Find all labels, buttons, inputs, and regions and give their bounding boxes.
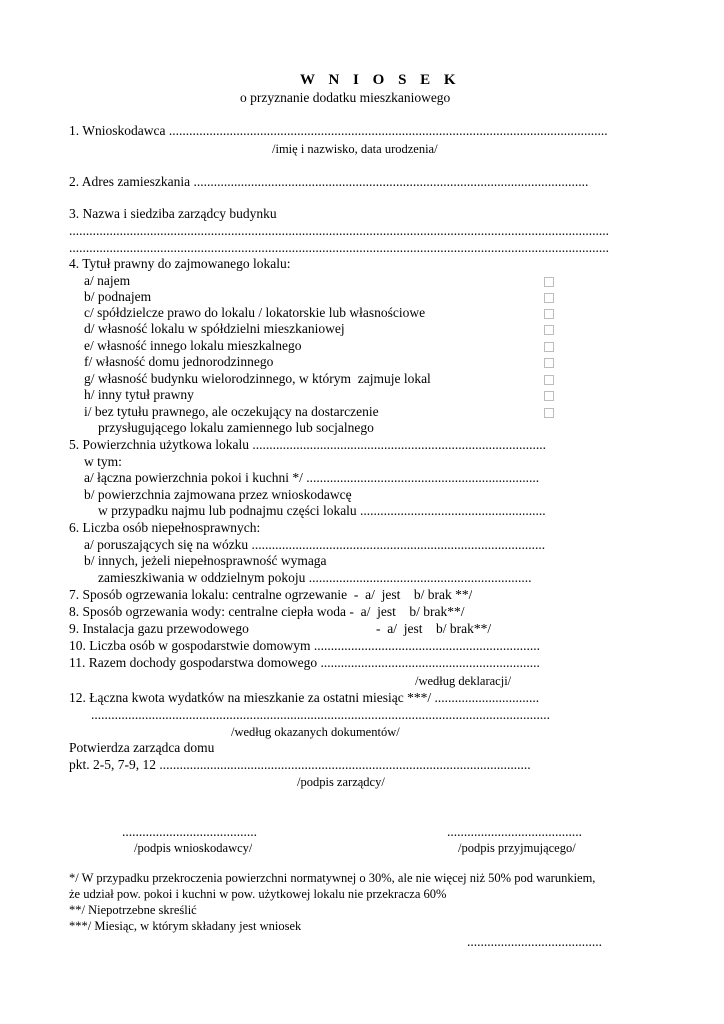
field-manager-line-2[interactable]: ................................................................................................................................................................ xyxy=(69,240,609,255)
legal-title-option-i: i/ bez tytułu prawnego, ale oczekujący na dostarczenie xyxy=(84,404,379,419)
checkbox-option-h[interactable] xyxy=(544,391,554,401)
field-housing-expenses-line[interactable]: ........................................................................................................................................ xyxy=(91,707,550,722)
legal-title-option-h: h/ inny tytuł prawny xyxy=(84,387,194,402)
hint-applicant: /imię i nazwisko, data urodzenia/ xyxy=(272,142,438,156)
receiver-signature-line[interactable]: ........................................ xyxy=(447,824,582,839)
date-line[interactable]: ........................................ xyxy=(467,934,602,949)
form-title: W N I O S E K xyxy=(300,72,461,88)
legal-title-option-g: g/ własność budynku wielorodzinnego, w którym zajmuje lokal xyxy=(84,371,431,386)
field-manager-label: 3. Nazwa i siedziba zarządcy budynku xyxy=(69,206,277,221)
legal-title-option-f: f/ własność domu jednorodzinnego xyxy=(84,354,274,369)
footnote-3: ***/ Miesiąc, w którym składany jest wniosek xyxy=(69,919,302,933)
usable-area-intro: w tym: xyxy=(84,454,122,469)
field-applicant[interactable]: 1. Wnioskodawca .................................................................................................................................. xyxy=(69,123,608,138)
form-subtitle: o przyznanie dodatku mieszkaniowego xyxy=(240,90,451,105)
checkbox-option-i[interactable] xyxy=(544,408,554,418)
other-disabled-label: b/ innych, jeżeli niepełnosprawność wymaga xyxy=(84,553,327,568)
legal-title-option-e: e/ własność innego lokalu mieszkalnego xyxy=(84,338,302,353)
disabled-persons-heading: 6. Liczba osób niepełnosprawnych: xyxy=(69,520,261,535)
field-heating-type[interactable]: 7. Sposób ogrzewania lokalu: centralne ogrzewanie - a/ jest b/ brak **/ xyxy=(69,587,473,602)
field-applicant-area[interactable]: w przypadku najmu lub podnajmu części lokalu ....................................................... xyxy=(98,503,546,518)
applicant-area-label: b/ powierzchnia zajmowana przez wnioskodawcę xyxy=(84,487,352,502)
field-household-income[interactable]: 11. Razem dochody gospodarstwa domowego ................................................................. xyxy=(69,655,540,670)
applicant-signature-line[interactable]: ........................................ xyxy=(122,824,257,839)
field-manager-signature[interactable]: pkt. 2-5, 7-9, 12 .............................................................................................................. xyxy=(69,757,531,772)
legal-title-option-c: c/ spółdzielcze prawo do lokalu / lokatorskie lub własnościowe xyxy=(84,305,426,320)
field-wheelchair-users[interactable]: a/ poruszających się na wózku ....................................................................................... xyxy=(84,537,546,552)
checkbox-option-d[interactable] xyxy=(544,325,554,335)
checkbox-option-c[interactable] xyxy=(544,309,554,319)
checkbox-option-f[interactable] xyxy=(544,358,554,368)
legal-title-heading: 4. Tytuł prawny do zajmowanego lokalu: xyxy=(69,256,291,271)
hint-income: /według deklaracji/ xyxy=(415,674,512,688)
receiver-signature-label: /podpis przyjmującego/ xyxy=(458,841,576,855)
legal-title-option-i-cont: przysługującego lokalu zamiennego lub socjalnego xyxy=(98,420,374,435)
field-water-heating[interactable]: 8. Sposób ogrzewania wody: centralne ciepła woda - a/ jest b/ brak**/ xyxy=(69,604,465,619)
footnote-1-line-2: że udział pow. pokoi i kuchni w pow. użytkowej lokalu nie przekracza 60% xyxy=(69,887,447,901)
applicant-signature-label: /podpis wnioskodawcy/ xyxy=(134,841,253,855)
field-other-disabled[interactable]: zamieszkiwania w oddzielnym pokoju .................................................................. xyxy=(98,570,532,585)
checkbox-option-e[interactable] xyxy=(544,342,554,352)
hint-manager-signature: /podpis zarządcy/ xyxy=(297,775,385,789)
manager-confirm-label: Potwierdza zarządca domu xyxy=(69,740,215,755)
field-manager-line-1[interactable]: ................................................................................................................................................................ xyxy=(69,223,609,238)
legal-title-option-a: a/ najem xyxy=(84,273,131,288)
footnote-2: **/ Niepotrzebne skreślić xyxy=(69,903,197,917)
legal-title-option-d: d/ własność lokalu w spółdzielni mieszkaniowej xyxy=(84,321,345,336)
field-rooms-area[interactable]: a/ łączna powierzchnia pokoi i kuchni */ ..................................................................... xyxy=(84,470,540,485)
field-usable-area[interactable]: 5. Powierzchnia użytkowa lokalu ....................................................................................... xyxy=(69,437,546,452)
field-gas-installation[interactable]: - a/ jest b/ brak**/ xyxy=(376,621,492,636)
gas-installation-label: 9. Instalacja gazu przewodowego xyxy=(69,621,249,636)
checkbox-option-g[interactable] xyxy=(544,375,554,385)
legal-title-option-b: b/ podnajem xyxy=(84,289,152,304)
field-housing-expenses[interactable]: 12. Łączna kwota wydatków na mieszkanie za ostatni miesiąc ***/ ............................... xyxy=(69,690,540,705)
field-address[interactable]: 2. Adres zamieszkania ..................................................................................................................... xyxy=(69,174,589,189)
field-household-size[interactable]: 10. Liczba osób w gospodarstwie domowym ................................................................... xyxy=(69,638,540,653)
checkbox-option-a[interactable] xyxy=(544,277,554,287)
checkbox-option-b[interactable] xyxy=(544,293,554,303)
footnote-1-line-1: */ W przypadku przekroczenia powierzchni normatywnej o 30%, ale nie więcej niż 50% pod warunkiem, xyxy=(69,871,596,885)
hint-expenses: /według okazanych dokumentów/ xyxy=(231,725,400,739)
